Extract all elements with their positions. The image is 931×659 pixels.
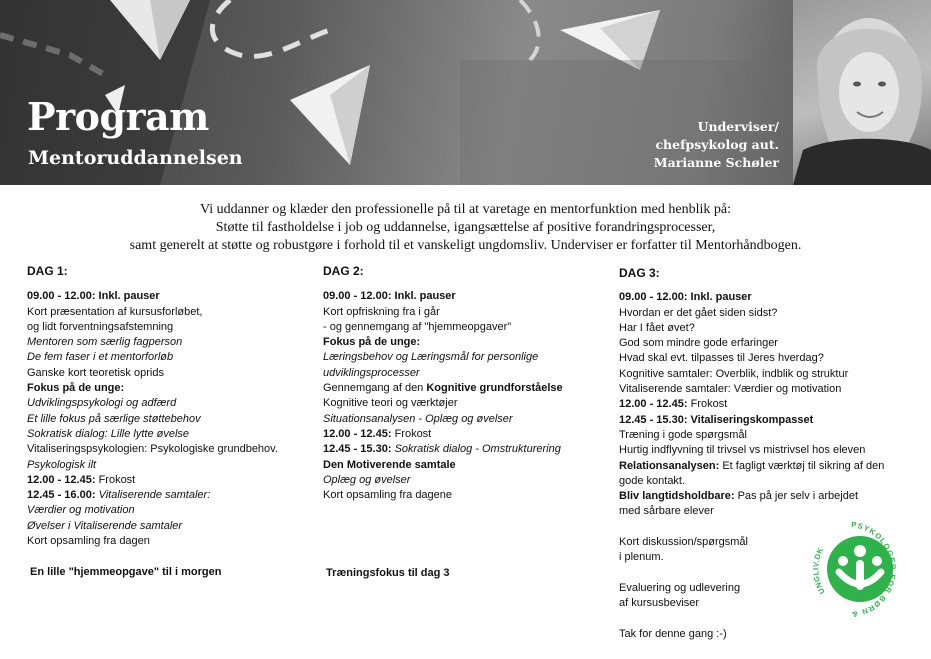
program-line-text: Fokus på de unge: xyxy=(323,336,421,349)
program-line xyxy=(619,428,919,443)
program-line xyxy=(323,366,608,381)
program-line xyxy=(619,290,919,305)
program-line-text: 12.45 - 15.30: xyxy=(323,443,395,456)
program-line-text: Har I fået øvet? xyxy=(619,321,695,334)
program-line xyxy=(323,488,608,503)
day2-footnote: Træningsfokus til dag 3 xyxy=(323,567,450,580)
program-line-text: Kort diskussion/spørgsmål xyxy=(619,536,748,549)
program-line-text: Gennemgang af den xyxy=(323,382,427,395)
program-line xyxy=(323,458,608,473)
day2-heading: DAG 2: xyxy=(323,264,364,278)
day2-column xyxy=(323,264,608,582)
program-line-text: Frokost xyxy=(690,398,728,411)
program-line xyxy=(619,489,919,504)
program-line-text: Hurtig indflyvning til trivsel vs mistrivsel hos eleven xyxy=(619,444,866,457)
program-line xyxy=(27,427,307,442)
program-line xyxy=(619,397,919,412)
day2-lines xyxy=(323,289,608,503)
instructor-line: chefpsykolog aut. xyxy=(655,137,779,152)
ungliv-logo xyxy=(805,514,915,624)
program-line-text: Kort præsentation af kursusforløbet, xyxy=(27,305,203,318)
program-line-text: Hvordan er det gået siden sidst? xyxy=(619,306,778,319)
portrait-image xyxy=(793,0,931,185)
program-line-text: Vitaliseringspsykologien: Psykologiske grundbehov. xyxy=(27,443,278,456)
program-line xyxy=(323,396,608,411)
page-title: Program xyxy=(27,94,209,139)
instructor-caption xyxy=(579,118,779,172)
program-line xyxy=(27,350,307,365)
instructor-line: Underviser/ xyxy=(697,119,779,134)
instructor-line: Marianne Schøler xyxy=(653,155,779,170)
program-line xyxy=(27,473,307,488)
program-line xyxy=(27,519,307,534)
program-line-text: Kort opfriskning fra i går xyxy=(323,305,440,318)
program-line xyxy=(323,473,608,488)
program-line-text: Læringsbehov og Læringsmål for personlige xyxy=(323,351,539,364)
logo-text-right: PSYKOLOGER FOR BØRN & xyxy=(850,519,898,620)
program-line-text: 12.45 - 16.00: xyxy=(27,489,99,502)
program-line-text: Den Motiverende samtale xyxy=(323,458,456,471)
program-line xyxy=(619,474,919,489)
program-line xyxy=(323,427,608,442)
program-line-text: og lidt forventningsafstemning xyxy=(27,320,174,333)
program-line xyxy=(27,412,307,427)
program-line-text: Situationsanalysen - Oplæg og øvelser xyxy=(323,412,513,425)
program-line xyxy=(323,305,608,320)
day1-column xyxy=(27,264,307,581)
program-line xyxy=(27,381,307,396)
program-line xyxy=(27,335,307,350)
program-line-text: Vitaliserende samtaler: xyxy=(98,489,211,502)
program-line-text: Værdier og motivation xyxy=(27,504,135,517)
program-line xyxy=(323,289,608,304)
instructor-photo xyxy=(793,0,931,185)
program-line xyxy=(619,306,919,321)
day1-heading: DAG 1: xyxy=(27,264,68,278)
svg-text:UNGLIV.DK xyxy=(811,546,827,596)
program-line-text: Psykologisk ilt xyxy=(27,458,97,471)
program-line-text: 12.00 - 12.45: xyxy=(323,427,395,440)
intro-text xyxy=(0,201,931,255)
program-line-text: i plenum. xyxy=(619,551,664,564)
program-line-text: Evaluering og udlevering xyxy=(619,581,741,594)
program-line-text: 09.00 - 12.00: Inkl. pauser xyxy=(619,291,752,304)
program-line xyxy=(619,351,919,366)
program-line xyxy=(323,350,608,365)
program-line xyxy=(27,458,307,473)
program-line-text: 12.00 - 12.45: xyxy=(619,398,691,411)
program-line-text: med sårbare elever xyxy=(619,505,714,518)
program-line-text: God som mindre gode erfaringer xyxy=(619,337,778,350)
day3-heading: DAG 3: xyxy=(619,266,660,280)
program-line-text: Sokratisk dialog - Omstrukturering xyxy=(394,443,561,456)
program-line-text: Frokost xyxy=(394,427,432,440)
program-line xyxy=(27,396,307,411)
ungliv-logo-graphic xyxy=(805,514,915,624)
day1-footnote: En lille "hjemmeopgave" til i morgen xyxy=(27,566,222,579)
program-line-text: Kognitive teori og værktøjer xyxy=(323,397,458,410)
day1-lines xyxy=(27,289,307,549)
program-line xyxy=(323,412,608,427)
program-line xyxy=(619,382,919,397)
page-subtitle: Mentoruddannelsen xyxy=(28,147,243,169)
program-line-text: Øvelser i Vitaliserende samtaler xyxy=(27,519,183,532)
program-line-text: Bliv langtidsholdbare: xyxy=(619,490,738,503)
program-line-text: 09.00 - 12.00: Inkl. pauser xyxy=(323,290,456,303)
program-line xyxy=(619,413,919,428)
logo-text-left: UNGLIV.DK xyxy=(811,545,827,596)
program-line-text: Ganske kort teoretisk oprids xyxy=(27,366,164,379)
program-line-text: Hvad skal evt. tilpasses til Jeres hverdag? xyxy=(619,352,824,365)
program-line xyxy=(323,335,608,350)
program-line xyxy=(27,366,307,381)
program-line xyxy=(27,442,307,457)
program-line-text: Et fagligt værktøj til sikring af den xyxy=(722,459,885,472)
program-line-text: Relationsanalysen: xyxy=(619,459,723,472)
program-line xyxy=(619,321,919,336)
program-line xyxy=(619,367,919,382)
program-line-text: gode kontakt. xyxy=(619,474,686,487)
program-line-text: udviklingsprocesser xyxy=(323,366,420,379)
program-line-text: Tak for denne gang :-) xyxy=(619,627,727,640)
program-line-text: De fem faser i et mentorforløb xyxy=(27,351,174,364)
program-line xyxy=(619,459,919,474)
program-line xyxy=(619,443,919,458)
program-line-text: 09.00 - 12.00: Inkl. pauser xyxy=(27,290,160,303)
program-line-text: Pas på jer selv i arbejdet xyxy=(737,490,859,503)
program-line-text: Mentoren som særlig fagperson xyxy=(27,336,183,349)
program-line-text: 12.45 - 15.30: Vitaliseringskompasset xyxy=(619,413,814,426)
program-line xyxy=(323,320,608,335)
program-line-text: Træning i gode spørgsmål xyxy=(619,428,747,441)
program-line-text: Vitaliserende samtaler: Værdier og motivation xyxy=(619,383,842,396)
program-line-text: Kognitive samtaler: Overblik, indblik og struktur xyxy=(619,367,849,380)
intro-line: Støtte til fastholdelse i job og uddannelse, igangsættelse af positive forandringsprocesser, xyxy=(215,220,716,235)
program-line-text: Udviklingspsykologi og adfærd xyxy=(27,397,177,410)
intro-line: samt generelt at støtte og robustgøre i forhold til et vanskeligt ungdomsliv. Underviser er forfatter til Mentorhåndbogen. xyxy=(129,238,802,253)
program-line-text: Frokost xyxy=(98,473,136,486)
program-line xyxy=(619,627,919,642)
header-banner xyxy=(0,0,931,185)
program-line-text: af kursusbeviser xyxy=(619,597,700,610)
program-line xyxy=(27,289,307,304)
program-line-text: - og gennemgang af "hjemmeopgaver" xyxy=(323,320,512,333)
program-line-text: Fokus på de unge: xyxy=(27,382,125,395)
program-line-text: Kort opsamling fra dagene xyxy=(323,489,453,502)
program-line xyxy=(27,305,307,320)
program-line xyxy=(323,442,608,457)
program-line-text: Oplæg og øvelser xyxy=(323,473,411,486)
intro-line: Vi uddanner og klæder den professionelle på til at varetage en mentorfunktion med henblik på: xyxy=(199,202,731,217)
program-line xyxy=(619,336,919,351)
program-line-text: 12.00 - 12.45: xyxy=(27,473,99,486)
program-line-text: Kort opsamling fra dagen xyxy=(27,535,150,548)
program-line-text: Et lille fokus på særlige støttebehov xyxy=(27,412,201,425)
program-line xyxy=(27,534,307,549)
program-line xyxy=(27,488,307,503)
program-line-text: Sokratisk dialog: Lille lytte øvelse xyxy=(27,427,190,440)
program-line-text: Kognitive grundforståelse xyxy=(426,382,563,395)
program-line xyxy=(27,320,307,335)
program-line xyxy=(27,503,307,518)
program-line xyxy=(323,381,608,396)
